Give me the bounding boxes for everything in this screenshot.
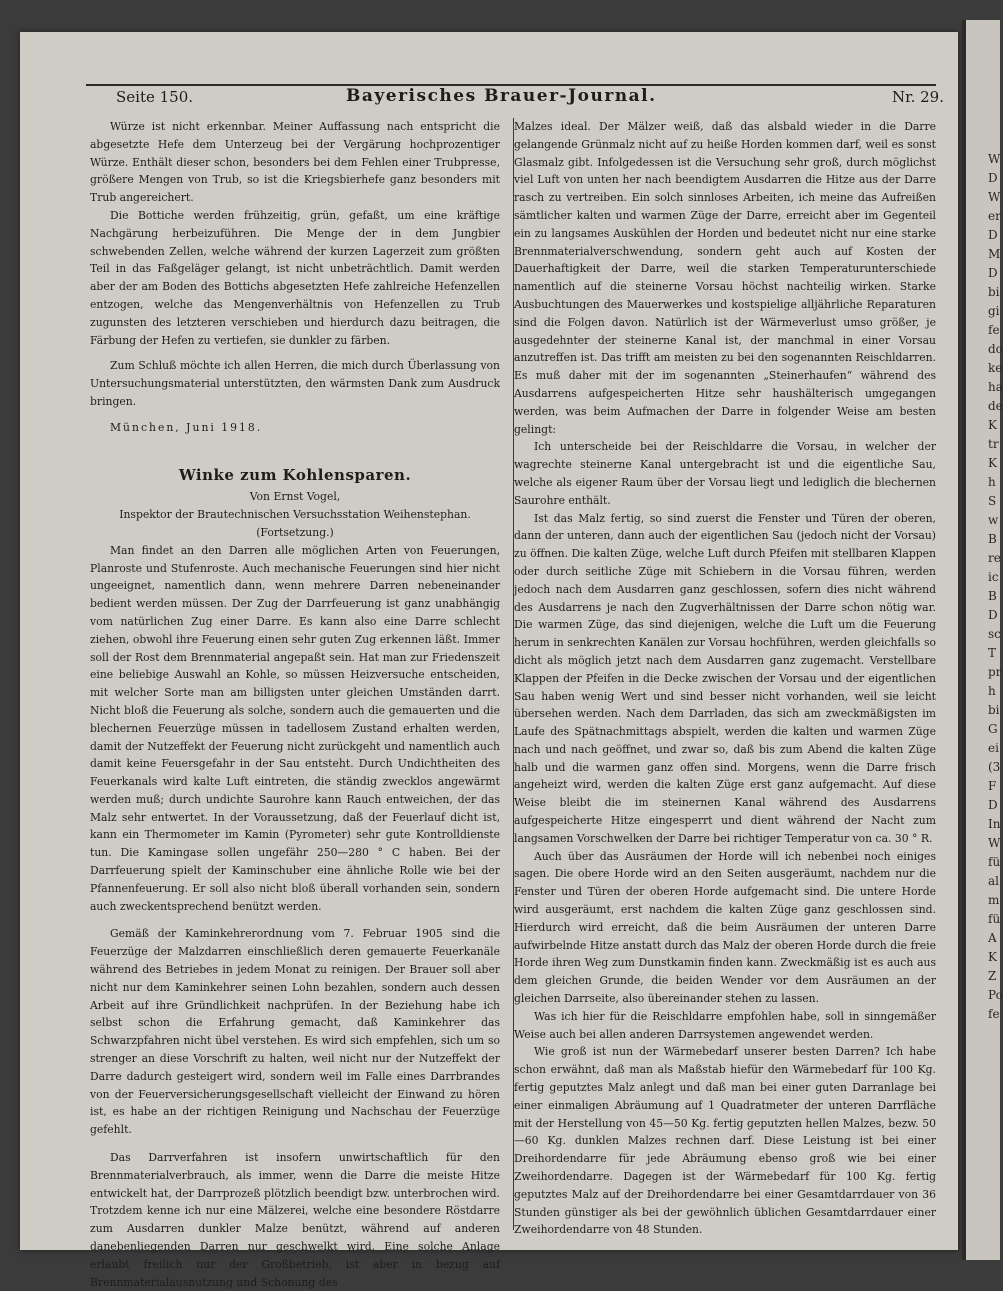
adjacent-fragment: A [988,931,997,945]
adjacent-fragment: K [988,456,997,470]
adjacent-fragment: B [988,532,997,546]
article-title: Winke zum Kohlensparen. [178,465,412,484]
right-column [514,118,936,1239]
page-header [116,84,956,112]
adjacent-fragment: W [988,152,1001,166]
adjacent-fragment: de [988,399,1003,413]
page-gutter [962,20,966,1260]
issue-number: Nr. 29. [891,88,944,106]
adjacent-fragment: K [988,418,997,432]
article-paragraph-2: Gemäß der Kaminkehrerordnung vom 7. Februar 1905 sind die Feuerzüge der Malzdarren einschließlich deren gemauerte Feuerkanäle während des Betriebes in jedem Monat zu reinigen. Der Brauer soll aber nicht nur dem Kaminkehrer seinen Lohn bezahlen, sondern auch dessen Arbeit auf ihre Gründlichkeit nachprüfen. In der Beziehung habe ich selbst schon die Erfahrung gemacht, daß Kaminkehrer das Schwarzpfahren nicht übel verstehen. Es wird sich empfehlen, sich um so strenger an diese Vorschrift zu halten, weil nicht nur der Nutzeffekt der Darre dadurch gesteigert wird, sondern weil im Falle eines Darrbrandes von der Feuerversicherungsgesellschaft vielleicht der Einwand zu hören ist, es habe an der richtigen Reinigung und Nachschau der Feuerzüge gefehlt. [90,927,500,1137]
article-paragraph-3: Das Darrverfahren ist insofern unwirtschaftlich für den Brennmaterialverbrauch, als immer, wenn die Darre die meiste Hitze entwickelt hat, der Darrprozeß plötzlich beendigt bzw. unterbrochen wird. Trotzdem kenne ich nur eine Mälzerei, welche eine besondere Röstdarre zum Ausdarren dunkler Malze benützt, während auf anderen danebenliegenden Darren nur geschwelkt wird. Eine solche Anlage erlaubt freilich nur der Großbetrieb, ist aber in bezug auf Brennmaterialausnutzung und Schonung des [90,1151,500,1289]
right-paragraph-5: Was ich hier für die Reischldarre empfohlen habe, soll in sinngemäßer Weise auch bei allen anderen Darrsystemen angewendet werden. [514,1009,936,1041]
adjacent-fragment: W [988,190,1001,204]
adjacent-fragment: K [988,950,997,964]
adjacent-fragment: D [988,798,998,812]
adjacent-fragment: h [988,684,996,698]
dateline: München, Juni 1918. [110,420,263,434]
page-number: Seite 150. [116,88,194,106]
adjacent-fragment: In [988,817,1001,831]
right-paragraph-2: Ich unterscheide bei der Reischldarre die Vorsau, in welcher der wagrechte steinerne Kanal untergebracht ist und die eigentliche Sau, welche als eigener Raum über der Vorsau liegt und lediglich die blechernen Saurohre enthält. [514,440,936,507]
right-paragraph-6: Wie groß ist nun der Wärmebedarf unserer besten Darren? Ich habe schon erwähnt, daß man als Maßstab hiefür den Wärmebedarf für 100 Kg. fertig geputztes Malz anlegt und daß man bei einer guten Darranlage bei einer einmaligen Abräumung auf 1 Quadratmeter der unteren Darrfläche mit der Herstellung von 45—50 Kg. fertig geputzten hellen Malzes, bezw. 50—60 Kg. dunklen Malzes rechnen darf. Diese Leistung ist bei einer Dreihordendarre für jede Abräumung ebenso groß wie bei einer Zweihordendarre. Dagegen ist der Wärmebedarf für 100 Kg. fertig geputztes Malz auf der Dreihordendarre bei einer Gesamtdarrdauer von 36 Stunden günstiger als bei der gewöhnlich üblichen Gesamtdarrdauer einer Zweihordendarre von 48 Stunden. [514,1045,936,1237]
adjacent-fragment: pr [988,665,1002,679]
adjacent-fragment: D [988,266,998,280]
adjacent-fragment: re [988,551,1001,565]
intro-paragraph-2: Die Bottiche werden frühzeitig, grün, gefaßt, um eine kräftige Nachgärung herbeizuführen. Die Menge der in dem Jungbier schwebenden Zellen, welche während der kurzen Lagerzeit zum größten Teil in das Faßgeläger gelangt, ist nicht unbeträchtlich. Damit werden aber der am Boden des Bottichs abgesetzten Hefe zahlreiche Hefenzellen entzogen, welche das Mengenverhältnis von Hefenzellen zu Trub zugunsten des letzteren verschieben und hierdurch dazu beitragen, die Färbung der Hefen zu vertiefen, sie dunkler zu färben. [90,208,500,347]
adjacent-fragment: ha [988,380,1003,394]
adjacent-fragment: S [988,494,997,508]
adjacent-fragment: ke [988,361,1003,375]
adjacent-fragment: al [988,874,999,888]
adjacent-fragment: D [988,171,998,185]
adjacent-fragment: W [988,836,1001,850]
adjacent-fragment: Po [988,988,1003,1002]
article-continuation: (Fortsetzung.) [256,525,334,539]
intro-paragraph-3: Zum Schluß möchte ich allen Herren, die mich durch Überlassung von Untersuchungsmaterial unterstützten, den wärmsten Dank zum Ausdruck bringen. [90,359,500,408]
adjacent-fragment: er [988,209,1001,223]
adjacent-page [962,20,1003,1260]
adjacent-fragment: F [988,779,997,793]
adjacent-fragment: bi [988,703,1000,717]
right-paragraph-3: Ist das Malz fertig, so sind zuerst die Fenster und Türen der oberen, dann der unteren, dann auch der eigentlichen Sau (jedoch nicht der Vorsau) zu öffnen. Die kalten Züge, welche Luft durch Pfeifen mit stellbaren Klappen oder durch seitliche Züge mit Schiebern in die Vorsau führen, werden jedoch nach dem Ausdarren ganz geschlossen, sofern dies nicht während des Ausdarrens je nach den Zugverhältnissen der Darre schon nötig war. Die warmen Züge, das sind diejenigen, welche die Luft um die Feuerung herum in senkrechten Kanälen zur Vorsau hochführen, werden gleichfalls so dicht als möglich jetzt nach dem Ausdarren ganz zugemacht. Verstellbare Klappen der Pfeifen in die Decke zwischen der Vorsau und der eigentlichen Sau haben wenig Wert und sind besser nicht vorhanden, weil sie leicht übersehen werden. Nach dem Darrladen, das sich am zweckmäßigsten im Laufe des Spätnachmittags abspielt, werden die kalten und warmen Züge nach und nach geöffnet, und zwar so, daß bis zum Abend die kalten Züge halb und die warmen ganz offen sind. Morgens, wenn die Darre frisch angeheizt wird, werden die kalten Züge erst ganz aufgemacht. Auf diese Weise bleibt die im steinernen Kanal während des Ausdarrens aufgespeicherte Hitze eingesperrt und dient während der Nacht zum langsamen Vorschwelken der Darre bei richtiger Temperatur von ca. 30 ° R. [514,511,936,845]
article-author: Von Ernst Vogel, [249,490,341,504]
intro-paragraph-1: Würze ist nicht erkennbar. Meiner Auffassung nach entspricht die abgesetzte Hefe dem Unterzeug bei der Vergärung hochprozentiger Würze. Enthält dieser schon, besonders bei dem Fehlen einer Trubpresse, größere Mengen von Trub, so ist die Kriegsbierhefe ganz besonders mit Trub angereichert. [90,120,500,205]
adjacent-fragment: B [988,589,997,603]
adjacent-fragment: D [988,228,998,242]
adjacent-fragment: m [988,893,1000,907]
adjacent-fragment: fü [988,855,1001,869]
right-paragraph-1: Malzes ideal. Der Mälzer weiß, daß das alsbald wieder in die Darre gelangende Grünmalz nicht auf zu heiße Horden kommen darf, weil es sonst Glasmalz gibt. Infolgedessen ist die Versuchung sehr groß, durch möglichst viel Luft von unten her nach beendigtem Ausdarren die Hitze aus der Darre rasch zu vertreiben. Ein solch sinnloses Arbeiten, ich meine das Aufreißen sämtlicher kalten und warmen Züge der Darre, erreicht aber im Gegenteil ein zu langsames Auskühlen der Horden und bedeutet nicht nur eine starke Brennmaterialverschwendung, sondern geht auch auf Kosten der Dauerhaftigkeit der Darre, weil die starken Temperaturunterschiede namentlich auf die steinerne Vorsau höchst nachteilig wirken. Starke Ausbuchtungen des Mauerwerkes und kostspielige alljährliche Reparaturen sind die Folgen davon. Natürlich ist der Wärmeverlust umso größer, je ausgedehnter der steinerne Kanal ist, der manchmal in einer Vorsau anzutreffen ist. Das trifft am meisten zu bei den sogenannten Reischldarren. Es muß daher mit der im sogenannten „Steinerhaufen“ während des Ausdarrens aufgespeicherten Hitze sehr haushälterisch umgegangen werden, was beim Aufmachen der Darre in folgender Weise am besten gelingt: [514,120,936,436]
right-paragraph-4: Auch über das Ausräumen der Horde will ich nebenbei noch einiges sagen. Die obere Horde wird an den Seiten ausgeräumt, nachdem nur die Fenster und Türen der oberen Horde aufgemacht sind. Die untere Horde wird ausgeräumt, erst nachdem die kalten Züge ganz geschlossen sind. Hierdurch wird erreicht, daß die beim Ausräumen der unteren Darre aufwirbelnde Hitze anstatt durch das Malz der oberen Horde durch die freie Horde ihren Weg zum Dunstkamin finden kann. Zweckmäßig ist es auch aus dem gleichen Grunde, die beiden Wender vor dem Ausräumen an der gleichen Darrseite, also übereinander stehen zu lassen. [514,849,936,1006]
header-rule [86,84,936,86]
article-author-role: Inspektor der Brautechnischen Versuchsstation Weihenstephan. [119,508,471,522]
adjacent-fragment: ei [988,741,999,755]
adjacent-fragment: bi [988,285,1000,299]
adjacent-fragment: M [988,247,1001,261]
adjacent-fragment: Z [988,969,997,983]
adjacent-fragment: T [988,646,997,660]
adjacent-fragment: G [988,722,998,736]
adjacent-fragment: h [988,475,996,489]
adjacent-fragment: sc [988,627,1001,641]
adjacent-fragment: fü [988,912,1001,926]
article-paragraph-1: Man findet an den Darren alle möglichen Arten von Feuerungen, Planroste und Stufenroste. Auch mechanische Feuerungen sind hier nicht ungeeignet, namentlich dann, wenn mehrere Darren nebeneinander bedient werden müssen. Der Zug der Darrfeuerung ist ganz unabhängig vom natürlichen Zug einer Darre. Es kann also eine Darre schlecht ziehen, obwohl ihre Feuerung einen sehr guten Zug erkennen läßt. Immer soll der Rost dem Brennmaterial angepaßt sein. Hat man zur Friedenszeit eine beliebige Auswahl an Kohle, so müssen Heizversuche entscheiden, mit welcher Sorte man am billigsten unter gleichen Umständen darrt. Nicht bloß die Feuerung als solche, sondern auch die gemauerten und die blechernen Feuerzüge müssen in tadellosem Zustand erhalten werden, damit der Nutzeffekt der Feuerung nicht zurückgeht und namentlich auch damit keine Feuersgefahr in der Sau entsteht. Durch Undichtheiten des Feuerkanals wird kalte Luft eintreten, die ständig zwecklos angewärmt werden muß; durch undichte Saurohre kann Rauch entweichen, der das Malz sehr entwertet. In der Voraussetzung, daß der Feuerlauf dicht ist, kann ein Thermometer im Kamin (Pyrometer) sehr gute Kontrolldienste tun. Die Kamingase sollen ungefähr 250—280 ° C haben. Bei der Darrfeuerung spielt der Kaminschuber eine ähnliche Rolle wie bei der Pfannenfeuerung. Er soll also nicht bloß überall vorhanden sein, sondern auch zweckentsprechend benützt werden. [90,543,500,913]
adjacent-fragment: ic [988,570,999,584]
adjacent-fragment: tr [988,437,999,451]
left-column [90,118,500,1291]
adjacent-fragment: fe [988,323,1000,337]
adjacent-fragment: D [988,608,998,622]
adjacent-fragment: do [988,342,1003,356]
adjacent-page-fragments [988,150,1003,1024]
adjacent-fragment: w [988,513,999,527]
adjacent-fragment: (3 [988,760,1001,774]
adjacent-fragment: gi [988,304,1000,318]
adjacent-fragment: fe [988,1007,1000,1021]
journal-title: Bayerisches Brauer-Journal. [346,86,657,106]
